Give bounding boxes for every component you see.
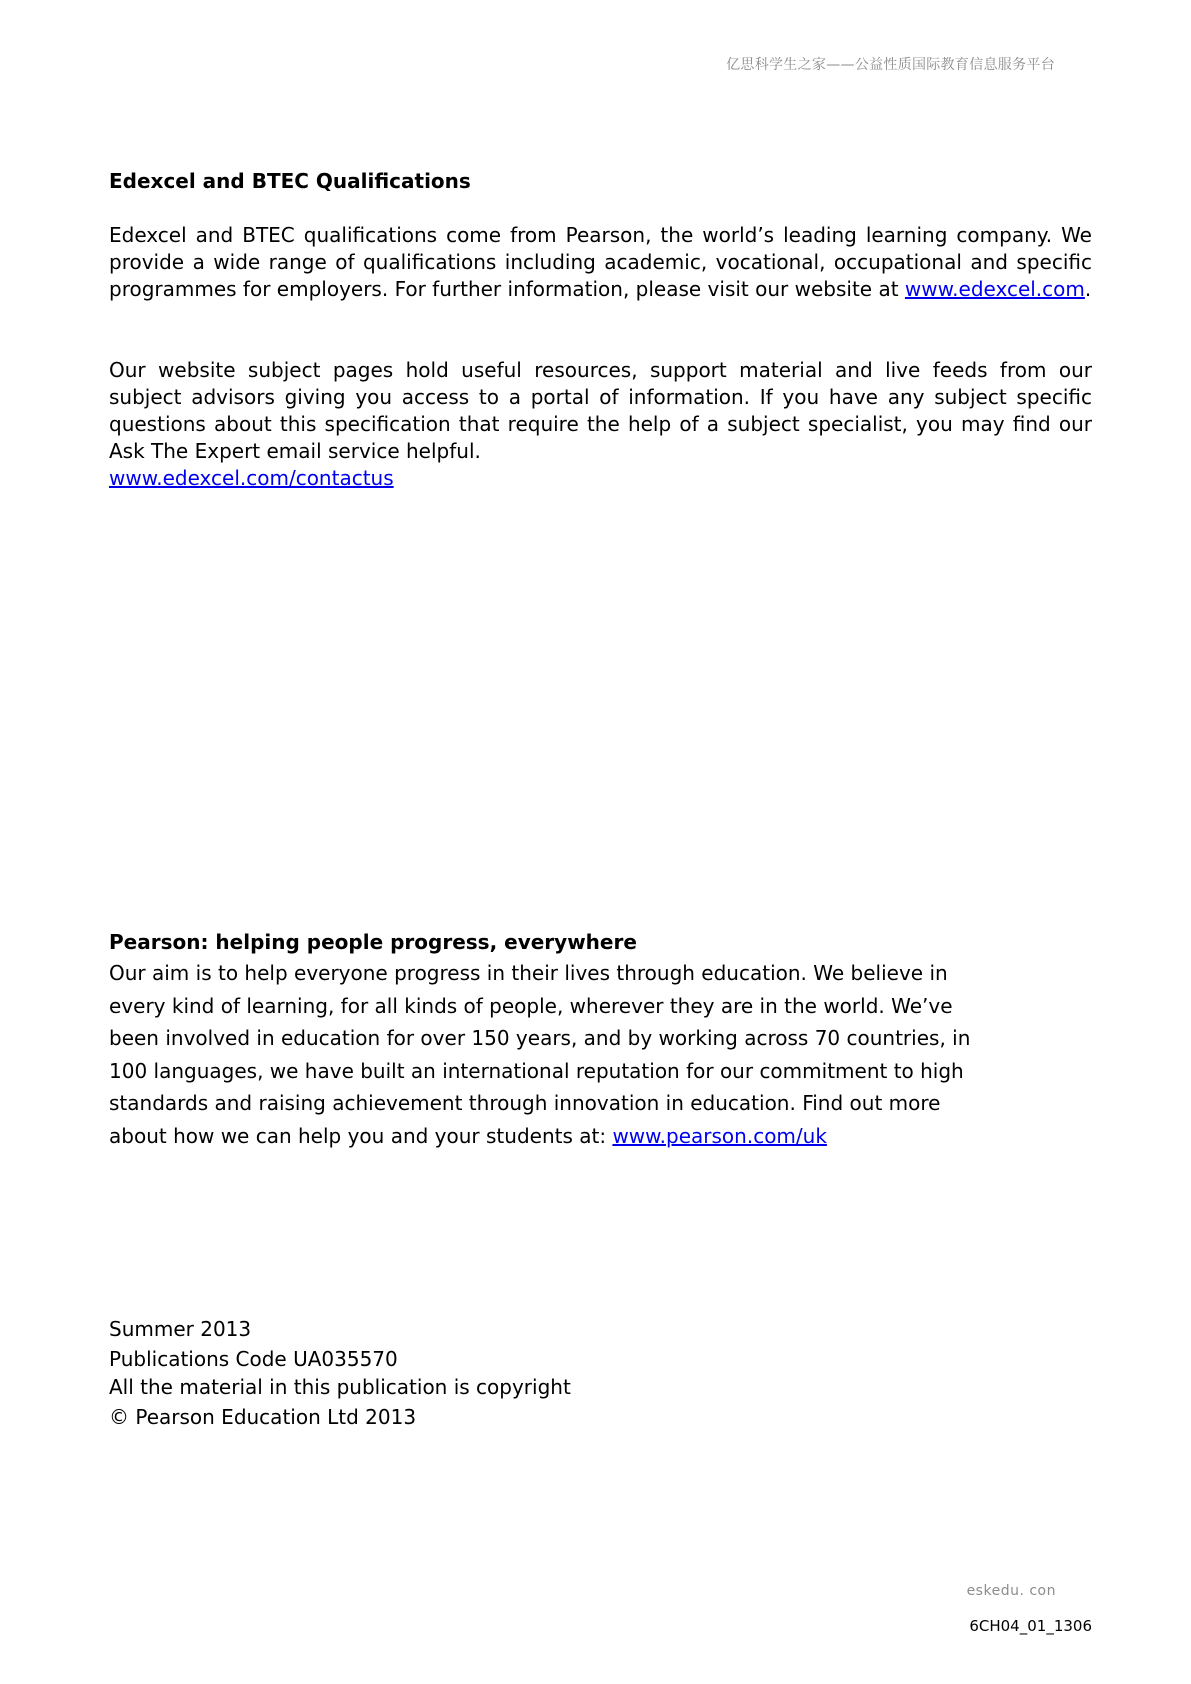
paragraph-intro-end: . xyxy=(1084,277,1092,301)
pearson-line: standards and raising achievement through innovation in education. Find out more xyxy=(109,1091,941,1115)
pearson-line: 100 languages, we have built an international reputation for our commitment to high xyxy=(109,1058,964,1083)
section-title-edexcel xyxy=(109,168,1092,195)
edexcel-website-link[interactable]: www.edexcel.com xyxy=(904,277,1085,301)
publication-info xyxy=(109,1313,1092,1433)
section-title-pearson xyxy=(109,929,1092,956)
publication-season: Summer 2013 xyxy=(109,1317,252,1341)
pearson-line: Our aim is to help everyone progress in their lives through education. We believe in xyxy=(109,961,948,985)
pearson-last-line-text: about how we can help you and your students at: xyxy=(109,1123,613,1148)
publication-code: Publications Code UA035570 xyxy=(109,1347,398,1371)
copyright-holder: © Pearson Education Ltd 2013 xyxy=(109,1405,417,1429)
contact-link-container xyxy=(109,465,1092,492)
footer-watermark: eskedu. con xyxy=(966,1583,1056,1599)
header-watermark: 亿思科学生之家——公益性质国际教育信息服务平台 xyxy=(726,57,1055,73)
paper-code: 6CH04_01_1306 xyxy=(969,1617,1092,1635)
paragraph-pearson-aim xyxy=(109,957,1092,1152)
edexcel-contact-link[interactable]: www.edexcel.com/contactus xyxy=(109,466,394,490)
heading-pearson: Pearson: helping people progress, everywhere xyxy=(109,930,637,954)
copyright-line: All the material in this publication is copyright xyxy=(109,1375,571,1399)
pearson-line: every kind of learning, for all kinds of people, wherever they are in the world. We’ve xyxy=(109,993,953,1018)
heading-edexcel-btec: Edexcel and BTEC Qualifications xyxy=(109,169,471,193)
paragraph-subject-pages xyxy=(109,357,1092,465)
paragraph-subject-pages-text: Our website subject pages hold useful resources, support material and live feeds from our subject advisors giving you access to a portal of information. If you have any subject specific questions about this specification that require the help of a subject specialist, you may find our Ask The Expert email service helpful. xyxy=(109,358,1092,463)
paragraph-edexcel-intro xyxy=(109,222,1092,303)
paragraph-text xyxy=(109,222,1092,303)
pearson-line-last xyxy=(109,1120,1092,1153)
pearson-line: been involved in education for over 150 years, and by working across 70 countries, in xyxy=(109,1026,971,1050)
pearson-uk-link[interactable]: www.pearson.com/uk xyxy=(612,1123,827,1148)
paragraph-intro-text: Edexcel and BTEC qualifications come from Pearson, the world’s leading learning company. We provide a wide range of qualifications including academic, vocational, occupational and specific programmes for employers. For further information, please visit our website at xyxy=(109,223,1092,301)
